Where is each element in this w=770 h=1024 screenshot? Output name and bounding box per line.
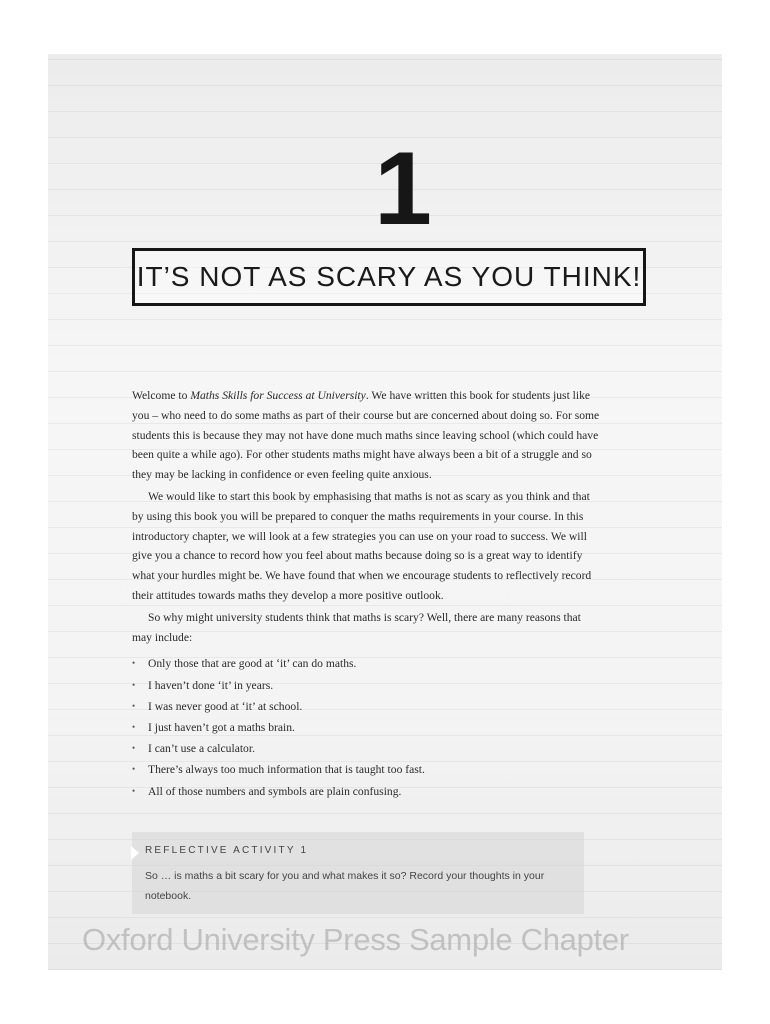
activity-heading: REFLECTIVE ACTIVITY 1 <box>145 845 309 856</box>
bullet-icon: • <box>132 721 136 732</box>
intro-text-end: . We have written this book for students just like you – who need to do some maths as part of their course but are concerned about doing so. For some students this is because they may not have done much maths since leaving school (which could have been quite a while ago). For other students maths might have always been a bit of a struggle and so they may be lacking in confidence or even feeling quite anxious. <box>132 389 600 482</box>
bullet-icon: • <box>132 679 136 690</box>
reflective-activity-box <box>132 832 584 914</box>
intro-text-start: Welcome to <box>132 389 191 402</box>
arrow-right-icon <box>131 846 139 860</box>
bullet-icon: • <box>132 658 136 669</box>
list-item <box>132 738 602 759</box>
list-item <box>132 759 602 780</box>
list-item <box>132 717 602 738</box>
bullet-icon: • <box>132 700 136 711</box>
reasons-list <box>132 653 602 801</box>
list-item-text: There’s always too much information that is taught too fast. <box>148 763 425 777</box>
list-item <box>132 781 602 802</box>
list-item-text: All of those numbers and symbols are plain confusing. <box>148 784 402 798</box>
list-item-text: I can’t use a calculator. <box>148 742 255 756</box>
chapter-title-box <box>132 248 646 306</box>
intro-paragraph-1 <box>132 386 602 485</box>
list-item-text: I haven’t done ‘it’ in years. <box>148 678 274 692</box>
list-item-text: I just haven’t got a maths brain. <box>148 720 295 734</box>
intro-paragraph-2: We would like to start this book by emphasising that maths is not as scary as you think and that by using this book you will be prepared to conquer the maths requirements in your course. In this introductory chapter, we will look at a few strategies you can use on your road to success. We will give you a chance to record how you feel about maths because doing so is a great way to identify what your hurdles might be. We have found that when we encourage students to reflectively record their attitudes towards maths they develop a more positive outlook. <box>132 489 592 602</box>
chapter-body <box>132 386 602 802</box>
activity-text: So … is maths a bit scary for you and what makes it so? Record your thoughts in your notebook. <box>145 870 545 902</box>
list-item <box>132 675 602 696</box>
book-title: Maths Skills for Success at University <box>190 389 366 402</box>
list-item-text: I was never good at ‘it’ at school. <box>148 699 303 713</box>
chapter-number: 1 <box>374 131 432 247</box>
list-item <box>132 653 602 674</box>
list-item <box>132 696 602 717</box>
book-page <box>48 54 722 970</box>
chapter-title: IT’S NOT AS SCARY AS YOU THINK! <box>136 261 642 292</box>
watermark: Oxford University Press Sample Chapter <box>82 922 629 957</box>
intro-paragraph-3: So why might university students think that maths is scary? Well, there are many reasons that may include: <box>132 610 581 644</box>
bullet-icon: • <box>132 743 136 754</box>
bullet-icon: • <box>132 764 136 775</box>
list-item-text: Only those that are good at ‘it’ can do maths. <box>148 657 357 671</box>
bullet-icon: • <box>132 785 136 796</box>
